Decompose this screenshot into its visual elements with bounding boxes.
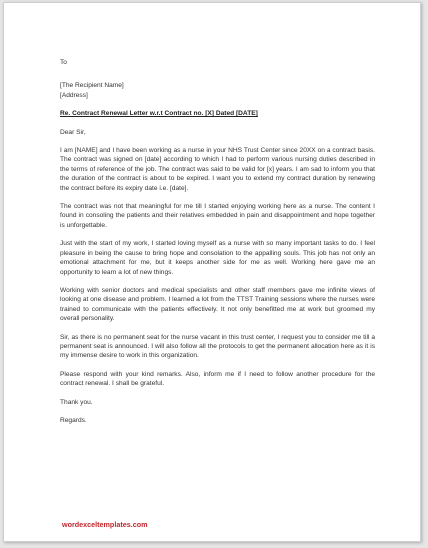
closing-line: Regards. [60,416,87,424]
recipient-name: [The Recipient Name] [60,82,124,90]
salutation: Dear Sir, [60,128,86,136]
document-page [3,2,421,542]
paragraph-intro: I am [NAME] and I have been working as a nurse in your NHS Trust Center since 20XX on a contract basis. The contract was signed on [date] according to which I had to perform various nursing duties described in the terms of reference of the job. The contract was said to be valid for [x] years. I am sad to inform you that the duration of the contract is about to be expired. I want you to extend my contract duration by renewing the contract before its expiry date i.e. [date]. [60,147,375,192]
paragraph-learning: Working with senior doctors and medical specialists and other staff members gave me infinite views of looking at one disease and problem. I learned a lot from the TTST Training sessions where the nurses were trained to communicate with the patients effectively. It not only benefitted me at work but groomed my overall personality. [60,286,375,323]
paragraph-meaning: The contract was not that meaningful for me till I started enjoying working here as a nurse. The content I found in consoling the patients and their relatives embedded in pain and disappointment and hope together is unforgettable. [60,203,375,229]
paragraph-start: Just with the start of my work, I started loving myself as a nurse with so many important tasks to do. I feel pleasure in being the cause to bring hope and consolation to the appalling souls. This job has not only an emotional attachment for me, but it keeps another side for me as well. Working here gave me an opportunity to learn a lot of new things. [60,240,375,276]
paragraph-respond: Please respond with your kind remarks. Also, inform me if I need to follow another procedure for the contract renewal. I shall be grateful. [60,370,375,388]
to-label: To [60,59,67,66]
paragraph-request: Sir, as there is no permanent seat for the nurse vacant in this trust center, I request you to consider me till a permanent seat is announced. I will also follow all the protocols to get the permanent allocation here as it is my immense desire to work in this organization. [60,333,375,360]
letter-body [60,58,375,434]
brand-link[interactable]: wordexceltemplates.com [62,520,148,529]
subject-line: Re. Contract Renewal Letter w.r.t Contract no. [X] Dated [DATE] [60,110,258,118]
thanks-line: Thank you. [60,398,93,406]
recipient-address: [Address] [60,91,88,99]
